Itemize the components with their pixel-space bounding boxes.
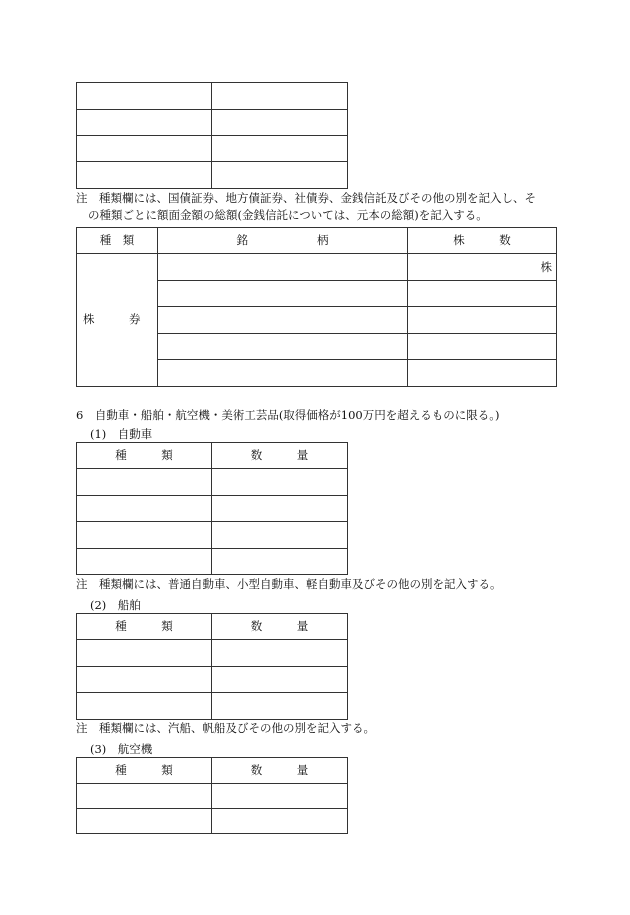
table-cell <box>77 162 212 189</box>
table-cell <box>212 110 348 136</box>
securities-note-line1: 注 種類欄には、国債証券、地方債証券、社債券、金銭信託及びその他の別を記入し、そ <box>76 191 536 205</box>
table-cell <box>408 307 557 334</box>
table-cell <box>77 549 212 575</box>
ship-note: 注 種類欄には、汽船、帆船及びその他の別を記入する。 <box>76 721 375 735</box>
table-cell <box>77 809 212 834</box>
table-cell <box>212 469 348 496</box>
table-cell <box>408 334 557 360</box>
table-cell <box>212 136 348 162</box>
table-cell <box>158 307 408 334</box>
table-cell <box>77 522 212 549</box>
table-cell <box>77 110 212 136</box>
table-cell <box>158 360 408 387</box>
column-header-kind: 種 類 <box>77 758 212 784</box>
table-cell <box>158 334 408 360</box>
table-cell <box>77 83 212 110</box>
table-cell <box>212 496 348 522</box>
stock-table <box>76 227 557 387</box>
table-cell <box>408 281 557 307</box>
column-header-quantity: 数 量 <box>212 614 348 640</box>
table-cell <box>212 784 348 809</box>
table-cell <box>77 496 212 522</box>
ship-table <box>76 613 348 720</box>
subsection-2-title: (2) 船舶 <box>90 598 141 612</box>
aircraft-table <box>76 757 348 834</box>
column-header-quantity: 数 量 <box>212 758 348 784</box>
table-cell <box>158 281 408 307</box>
table-cell <box>77 784 212 809</box>
table-cell <box>77 640 212 667</box>
table-cell <box>212 640 348 667</box>
column-header-brand: 銘 柄 <box>158 228 408 254</box>
securities-note-line2: の種類ごとに額面金額の総額(金銭信託については、元本の総額)を記入する。 <box>88 208 488 222</box>
table-cell <box>77 136 212 162</box>
shares-unit: 株 <box>408 254 557 281</box>
table-cell <box>212 667 348 693</box>
table-cell <box>212 83 348 110</box>
column-header-shares: 株 数 <box>408 228 557 254</box>
table-cell <box>77 693 212 720</box>
column-header-quantity: 数 量 <box>212 443 348 469</box>
table-cell <box>408 360 557 387</box>
subsection-3-title: (3) 航空機 <box>90 742 153 756</box>
table-cell <box>212 549 348 575</box>
column-header-kind: 種 類 <box>77 228 158 254</box>
table-cell <box>212 809 348 834</box>
automobile-note: 注 種類欄には、普通自動車、小型自動車、軽自動車及びその他の別を記入する。 <box>76 577 502 591</box>
table-cell <box>212 693 348 720</box>
automobile-table <box>76 442 348 575</box>
table-cell <box>77 469 212 496</box>
table-cell <box>158 254 408 281</box>
table-cell <box>77 667 212 693</box>
table-cell <box>212 522 348 549</box>
table-cell <box>212 162 348 189</box>
subsection-1-title: (1) 自動車 <box>90 427 153 441</box>
section-6-title: 6 自動車・船舶・航空機・美術工芸品(取得価格が100万円を超えるものに限る。) <box>76 408 500 422</box>
securities-table-continued <box>76 82 348 189</box>
column-header-kind: 種 類 <box>77 614 212 640</box>
row-label-stock: 株 券 <box>77 254 158 387</box>
column-header-kind: 種 類 <box>77 443 212 469</box>
